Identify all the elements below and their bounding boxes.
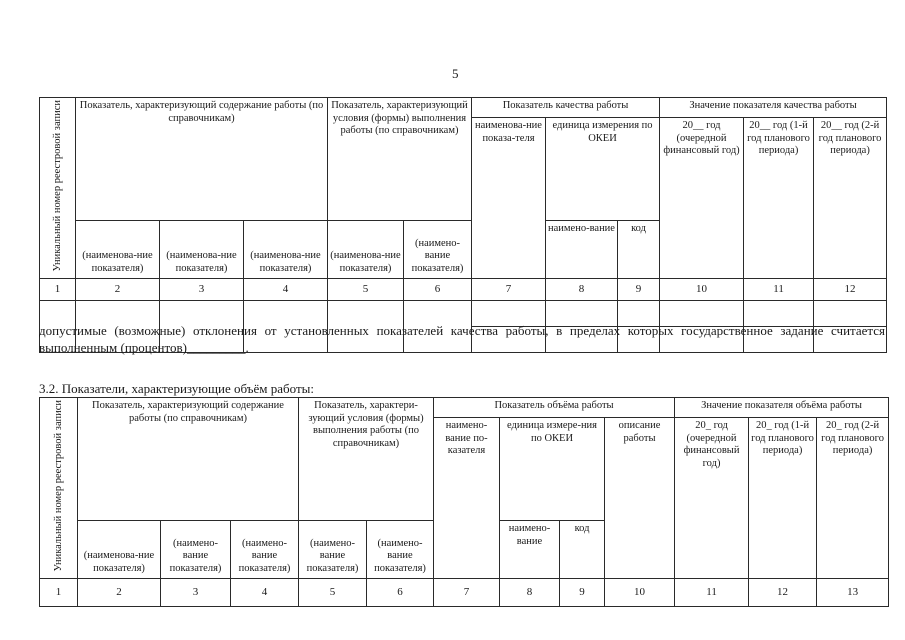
column-number: 10 [660,279,744,301]
indicator-name-header: наимено-вание по-казателя [434,418,500,579]
indicator-name-header: наименова-ние показа-теля [472,118,546,279]
volume-value-header: Значение показателя объёма работы [675,398,889,418]
unit-okei-header: единица измерения по ОКЕИ [546,118,660,221]
content-subheader-2: (наименова-ние показателя) [160,221,244,279]
conditions-subheader-1: (наимено-вание показателя) [299,521,367,579]
column-number: 8 [546,279,618,301]
year-second-plan-header: 20_ год (2-й год планового периода) [817,418,889,579]
content-subheader-1: (наименова-ние показателя) [78,521,161,579]
column-number: 1 [40,279,76,301]
unit-code-subheader: код [618,221,660,279]
column-number: 12 [814,279,887,301]
column-number: 8 [500,579,560,607]
column-number: 4 [244,279,328,301]
content-subheader-3: (наименова-ние показателя) [244,221,328,279]
column-number: 3 [160,279,244,301]
year-current-header: 20__ год (очередной финансовый год) [660,118,744,279]
volume-indicator-header: Показатель объёма работы [434,398,675,418]
quality-indicator-header: Показатель качества работы [472,98,660,118]
column-number: 12 [749,579,817,607]
deviation-note: допустимые (возможные) отклонения от установленных показателей качества работы, в пределах которых государственное задание считается выполненным (процентов)_________. [39,323,885,355]
unit-name-subheader: наимено-вание [546,221,618,279]
column-number: 5 [299,579,367,607]
content-subheader-2: (наимено-вание показателя) [161,521,231,579]
column-number: 5 [328,279,404,301]
column-number: 9 [560,579,605,607]
unit-code-subheader: код [560,521,605,579]
column-number: 3 [161,579,231,607]
column-number: 13 [817,579,889,607]
column-number: 1 [40,579,78,607]
page-number: 5 [452,66,459,81]
column-number-row [40,279,887,301]
content-subheader-1: (наименова-ние показателя) [76,221,160,279]
quality-indicators-table [39,97,887,353]
unique-number-header: Уникальный номер реестровой записи [40,398,78,579]
conditions-subheader-2: (наимено-вание показателя) [404,221,472,279]
column-number: 10 [605,579,675,607]
volume-indicators-table [39,397,889,607]
column-number-row [40,579,889,607]
column-number: 6 [367,579,434,607]
column-number: 7 [434,579,500,607]
column-number: 11 [675,579,749,607]
unit-name-subheader: наимено-вание [500,521,560,579]
column-number: 11 [744,279,814,301]
conditions-indicator-header: Показатель, характеризующий условия (формы) выполнения работы (по справочникам) [328,98,472,221]
work-description-header: описание работы [605,418,675,579]
conditions-subheader-1: (наименова-ние показателя) [328,221,404,279]
column-number: 2 [78,579,161,607]
column-number: 9 [618,279,660,301]
column-number: 4 [231,579,299,607]
quality-value-header: Значение показателя качества работы [660,98,887,118]
column-number: 6 [404,279,472,301]
conditions-indicator-header: Показатель, характери-зующий условия (формы) выполнения работы (по справочникам) [299,398,434,521]
content-subheader-3: (наимено-вание показателя) [231,521,299,579]
unique-number-header: Уникальный номер реестровой записи [40,98,76,279]
section-title: 3.2. Показатели, характеризующие объём работы: [39,381,314,396]
unit-okei-header: единица измере-ния по ОКЕИ [500,418,605,521]
content-indicator-header: Показатель, характеризующий содержание работы (по справочникам) [78,398,299,521]
year-current-header: 20_ год (очередной финансовый год) [675,418,749,579]
column-number: 2 [76,279,160,301]
content-indicator-header: Показатель, характеризующий содержание работы (по справочникам) [76,98,328,221]
year-second-plan-header: 20__ год (2-й год планового периода) [814,118,887,279]
year-first-plan-header: 20__ год (1-й год планового периода) [744,118,814,279]
year-first-plan-header: 20_ год (1-й год планового периода) [749,418,817,579]
column-number: 7 [472,279,546,301]
conditions-subheader-2: (наимено-вание показателя) [367,521,434,579]
